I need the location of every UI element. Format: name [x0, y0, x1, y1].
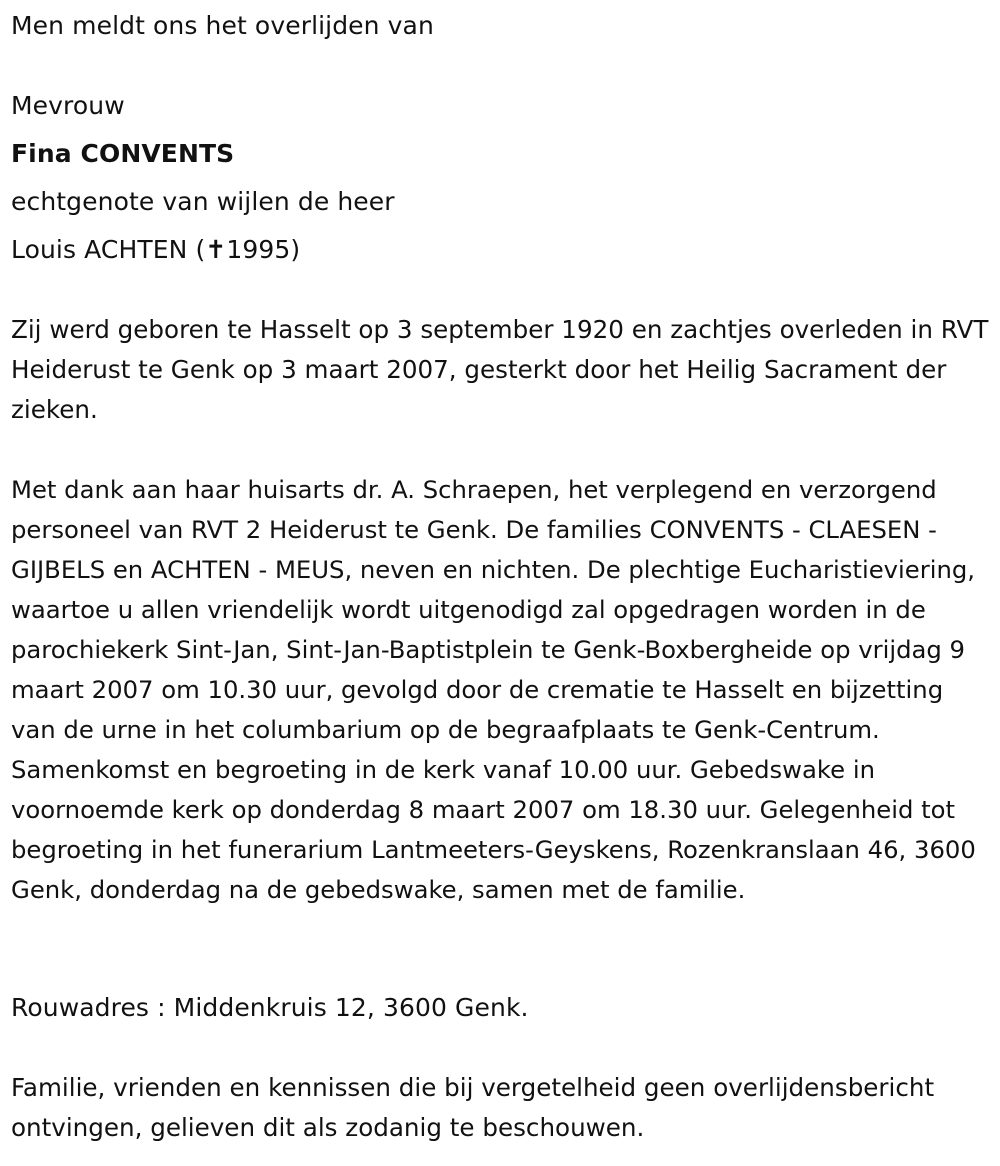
- deceased-name: Fina CONVENTS: [11, 139, 235, 168]
- address-text: Rouwadres : Middenkruis 12, 3600 Genk.: [11, 993, 529, 1022]
- intro-text: Men meldt ons het overlijden van: [11, 11, 434, 40]
- relation-text: echtgenote van wijlen de heer: [11, 187, 395, 216]
- spouse-year: 1995): [226, 235, 301, 264]
- spouse-line: [11, 230, 300, 270]
- spouse-name: Louis ACHTEN (: [11, 235, 206, 264]
- closing-paragraph: Familie, vrienden en kennissen die bij vergetelheid geen overlijdensbericht ontvingen, gelieven dit als zodanig te beschouwen.: [11, 1073, 935, 1142]
- cross-icon: ✝: [205, 235, 227, 264]
- title-text: Mevrouw: [11, 91, 125, 120]
- birth-death-paragraph: Zij werd geboren te Hasselt op 3 september 1920 en zachtjes overleden in RVT Heiderust te Genk op 3 maart 2007, gesterkt door het Heilig Sacrament der zieken.: [11, 315, 989, 424]
- arrangements-paragraph: Met dank aan haar huisarts dr. A. Schraepen, het verplegend en verzorgend personeel van RVT 2 Heiderust te Genk. De families CONVENTS - CLAESEN - GIJBELS en ACHTEN - MEUS, neven en nichten. De plechtige Eucharistieviering, waartoe u allen vriendelijk wordt uitgenodigd zal opgedragen worden in de parochiekerk Sint-Jan, Sint-Jan-Baptistplein te Genk-Boxbergheide op vrijdag 9 maart 2007 om 10.30 uur, gevolgd door de crematie te Hasselt en bijzetting van de urne in het columbarium op de begraafplaats te Genk-Centrum. Samenkomst en begroeting in de kerk vanaf 10.00 uur. Gebedswake in voornoemde kerk op donderdag 8 maart 2007 om 18.30 uur. Gelegenheid tot begroeting in het funerarium Lantmeeters-Geyskens, Rozenkranslaan 46, 3600 Genk, donderdag na de gebedswake, samen met de familie.: [11, 475, 976, 904]
